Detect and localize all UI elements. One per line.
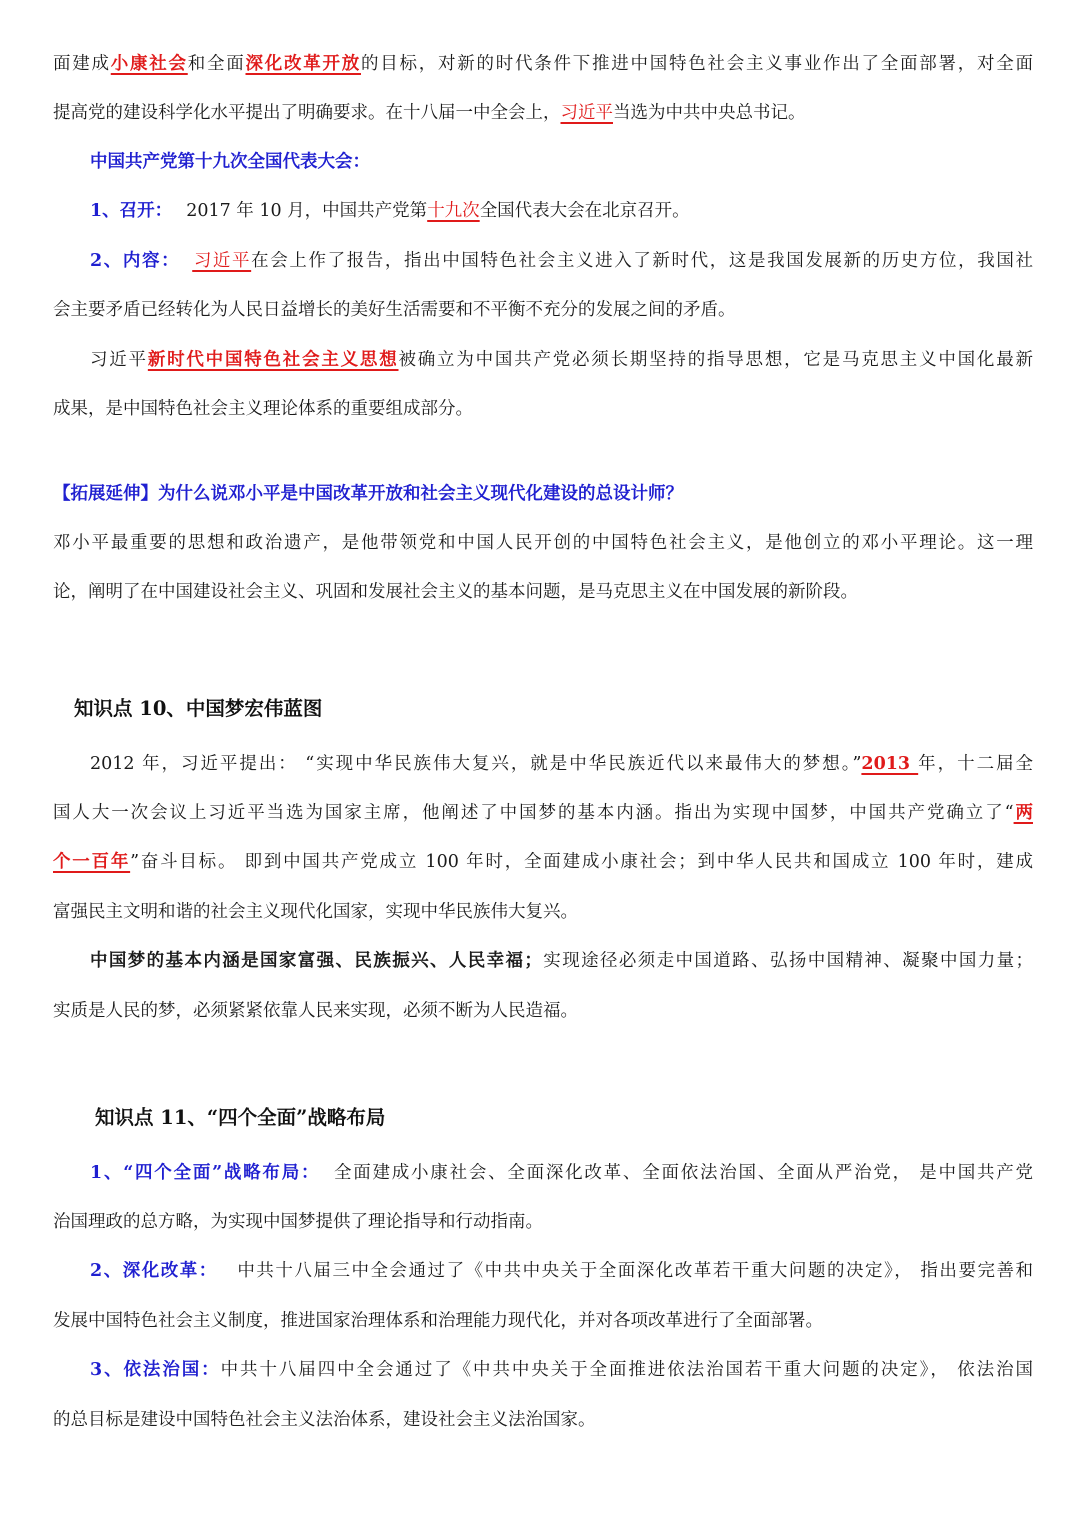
text-run: 习近平 xyxy=(90,350,148,370)
text-run: 全国代表大会在北京召开。 xyxy=(479,201,690,221)
highlight-term: 习近平 xyxy=(192,251,252,271)
highlight-term: 新时代中国特色社会主义思想 xyxy=(147,350,399,370)
paragraph-line: 治国理政的总方略，为实现中国梦提供了理论指导和行动指南。 xyxy=(53,1212,543,1232)
text-run: 的目标，对新的时代条件下推进中国特色社会主义事业作出了全面部署，对全面 xyxy=(361,54,1033,74)
paragraph-line: 邓小平最重要的思想和政治遗产，是他带领党和中国人民开创的中国特色社会主义，是他创立的邓小平理论。这一理 xyxy=(53,533,1033,553)
paragraph-line: 论，阐明了在中国建设社会主义、巩固和发展社会主义的基本问题，是马克思主义在中国发展的新阶段。 xyxy=(53,582,858,602)
highlight-term: 习近平 xyxy=(560,103,613,123)
text-run: 和全面 xyxy=(187,54,246,74)
item-label: 1、召开： xyxy=(90,201,173,221)
text-run: 实现途径必须走中国道路、弘扬中国精神、凝聚中国力量； xyxy=(541,951,1034,971)
list-item xyxy=(90,199,1070,223)
list-item xyxy=(90,1259,1033,1283)
paragraph-line xyxy=(90,752,1033,776)
text-run: 全面建成小康社会、全面深化改革、全面依法治国、全面从严治党， 是中国共产党 xyxy=(332,1163,1034,1183)
paragraph-line xyxy=(53,52,1033,76)
text-run: 在会上作了报告，指出中国特色社会主义进入了新时代，这是我国发展新的历史方位，我国社 xyxy=(251,251,1033,271)
text-run: 提高党的建设科学化水平提出了明确要求。在十八届一中全会上， xyxy=(53,103,561,123)
text-run: 面建成 xyxy=(53,54,111,74)
text-run: ”奋斗目标。 即到中国共产党成立 100 年时，全面建成小康社会；到中华人民共和国成立 100 年时，建成 xyxy=(130,852,1034,872)
paragraph-line xyxy=(53,101,1033,125)
text-run: 中共十八届四中全会通过了《中共中央关于全面推进依法治国若干重大问题的决定》， 依法治国 xyxy=(220,1360,1033,1380)
section-heading: 知识点 10、中国梦宏伟蓝图 xyxy=(74,697,323,720)
item-label: 3、依法治国： xyxy=(90,1360,221,1380)
section-heading: 知识点 11、“四个全面”战略布局 xyxy=(95,1106,386,1129)
text-run: 2012 年，习近平提出： “实现中华民族伟大复兴，就是中华民族近代以来最伟大的梦想。” xyxy=(90,754,862,774)
highlight-term: 小康社会 xyxy=(110,54,188,74)
item-label: 2、内容： xyxy=(90,251,181,271)
text-run: 2017 年 10 月，中国共产党第 xyxy=(186,201,428,221)
text-run: 当选为中共中央总书记。 xyxy=(613,103,806,123)
list-item xyxy=(90,1161,1033,1185)
highlight-term: 十九次 xyxy=(427,201,480,221)
paragraph-line: 会主要矛盾已经转化为人民日益增长的美好生活需要和不平衡不充分的发展之间的矛盾。 xyxy=(53,300,736,320)
paragraph-line: 成果，是中国特色社会主义理论体系的重要组成部分。 xyxy=(53,399,473,419)
paragraph-line: 富强民主文明和谐的社会主义现代化国家，实现中华民族伟大复兴。 xyxy=(53,902,578,922)
item-label: 1、“四个全面”战略布局： xyxy=(90,1163,321,1183)
paragraph-line: 实质是人民的梦，必须紧紧依靠人民来实现，必须不断为人民造福。 xyxy=(53,1001,578,1021)
section-title: 中国共产党第十九次全国代表大会： xyxy=(90,152,370,172)
paragraph-line: 的总目标是建设中国特色社会主义法治体系，建设社会主义法治国家。 xyxy=(53,1410,596,1430)
text-run: 年，十二届全 xyxy=(918,754,1033,774)
text-run: 国人大一次会议上习近平当选为国家主席，他阐述了中国梦的基本内涵。指出为实现中国梦，中国共产党确立了“ xyxy=(53,803,1014,823)
list-item xyxy=(90,1358,1033,1382)
highlight-term: 个一百年 xyxy=(53,852,131,872)
highlight-term: 两 xyxy=(1013,803,1033,823)
bold-text: 中国梦的基本内涵是国家富强、民族振兴、人民幸福； xyxy=(90,951,542,971)
paragraph-line xyxy=(90,348,1033,372)
paragraph-line xyxy=(53,850,1033,874)
paragraph-line xyxy=(53,801,1033,825)
item-label: 2、深化改革： xyxy=(90,1261,218,1281)
text-run: 被确立为中国共产党必须长期坚持的指导思想，它是马克思主义中国化最新 xyxy=(398,350,1033,370)
text-run: 中共十八届三中全会通过了《中共中央关于全面深化改革若干重大问题的决定》， 指出要完善和 xyxy=(235,1261,1033,1281)
list-item xyxy=(90,249,1033,273)
extension-title: 【拓展延伸】为什么说邓小平是中国改革开放和社会主义现代化建设的总设计师？ xyxy=(53,484,683,504)
highlight-term: 2013 xyxy=(861,754,919,774)
highlight-term: 深化改革开放 xyxy=(245,54,361,74)
paragraph-line xyxy=(90,949,1033,973)
paragraph-line: 发展中国特色社会主义制度，推进国家治理体系和治理能力现代化，并对各项改革进行了全面部署。 xyxy=(53,1311,823,1331)
